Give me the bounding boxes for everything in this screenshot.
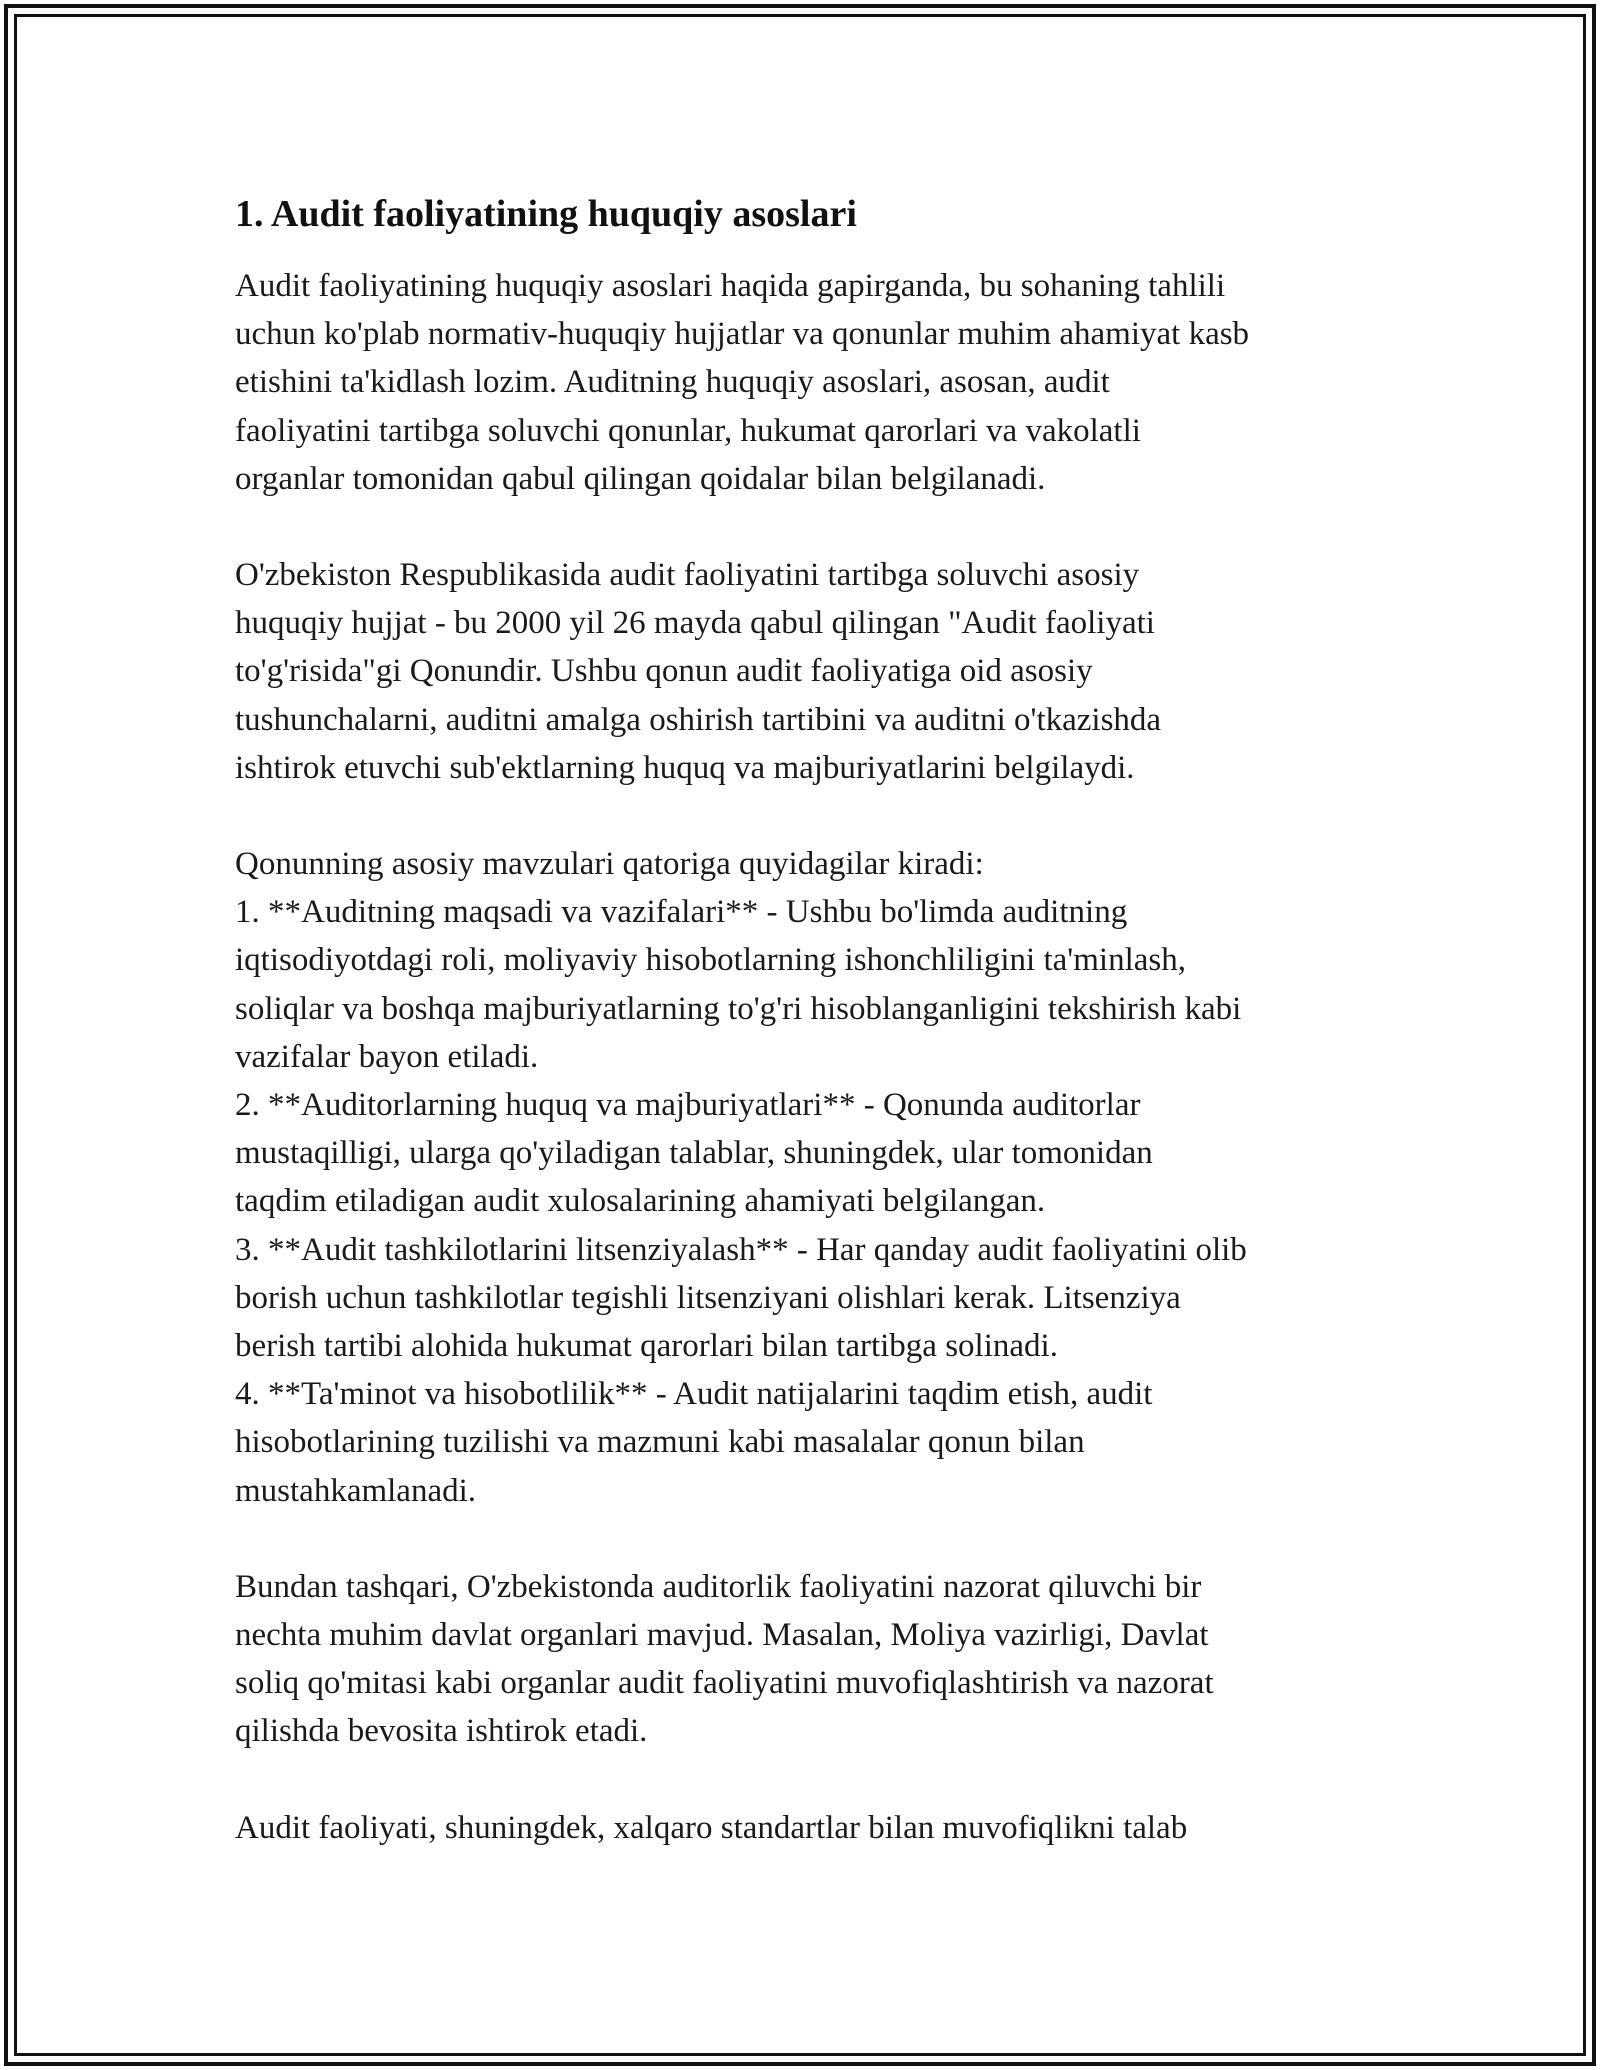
list-item: 3. **Audit tashkilotlarini litsenziyalash** - Har qanday audit faoliyatini olib borish uchun tashkilotlar tegishli litsenziyani olishlari kerak. Litsenziya berish tartibi alohida hukumat qarorlari bilan tartibga solinadi. [235,1231,1247,1365]
list-item: 4. **Ta'minot va hisobotlilik** - Audit natijalarini taqdim etish, audit hisobotlarining tuzilishi va mazmuni kabi masalalar qonun bilan mustahkamlanadi. [235,1376,1153,1509]
topics-list [235,840,1375,1515]
paragraph-standards: Audit faoliyati, shuningdek, xalqaro standartlar bilan muvofiqlikni talab [235,1809,1188,1846]
list-item: 1. **Auditning maqsadi va vazifalari** - Ushbu bo'limda auditning iqtisodiyotdagi roli, moliyaviy hisobotlarning ishonchliligini ta'minlash, soliqlar va boshqa majburiyatlarning to'g'ri hisoblanganligini tekshirish kabi vazifalar bayon etiladi. [235,894,1242,1075]
paragraph-law: O'zbekiston Respublikasida audit faoliyatini tartibga soluvchi asosiy huquqiy hujjat - bu 2000 yil 26 mayda qabul qilingan "Audit faoliyati to'g'risida"gi Qonundir. Ushbu qonun audit faoliyatiga oid asosiy tushunchalarni, auditni amalga oshirish tartibini va auditni o'tkazishda ishtirok etuvchi sub'ektlarning huquq va majburiyatlarini belgilaydi. [235,557,1162,786]
paragraph-intro: Audit faoliyatining huquqiy asoslari haqida gapirganda, bu sohaning tahlili uchun ko'plab normativ-huquqiy hujjatlar va qonunlar muhim ahamiyat kasb etishini ta'kidlash lozim. Auditning huquqiy asoslari, asosan, audit faoliyatini tartibga soluvchi qonunlar, hukumat qarorlari va vakolatli organlar tomonidan qabul qilingan qoidalar bilan belgilanadi. [235,268,1250,497]
list-intro: Qonunning asosiy mavzulari qatoriga quyidagilar kiradi: [235,846,984,883]
document-body [235,186,1375,1900]
section-heading: 1. Audit faoliyatining huquqiy asoslari [235,193,857,235]
list-item: 2. **Auditorlarning huquq va majburiyatlari** - Qonunda auditorlar mustaqilligi, ularga qo'yiladigan talablar, shuningdek, ular tomonidan taqdim etiladigan audit xulosalarining ahamiyati belgilangan. [235,1087,1153,1220]
paragraph-oversight: Bundan tashqari, O'zbekistonda auditorlik faoliyatini nazorat qiluvchi bir nechta muhim davlat organlari mavjud. Masalan, Moliya vazirligi, Davlat soliq qo'mitasi kabi organlar audit faoliyatini muvofiqlashtirish va nazorat qilishda bevosita ishtirok etadi. [235,1568,1214,1750]
